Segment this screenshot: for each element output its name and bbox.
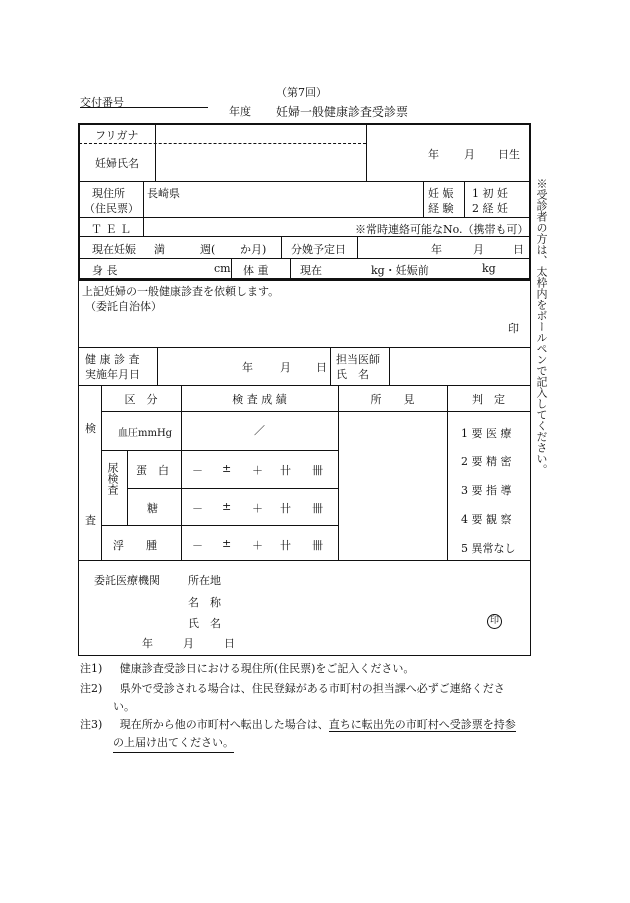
note-text: 健康診査受診日における現住所(住民票)をご記入ください。 [119, 662, 415, 675]
doctor-name-input[interactable] [392, 350, 527, 382]
scale-double-plus[interactable]: 卄 [280, 502, 291, 515]
pregnant-name-label: 妊婦氏名 [95, 157, 139, 170]
fiscal-year-label: 年度 [229, 105, 251, 118]
address-value[interactable]: 長崎県 [147, 187, 180, 200]
exam-side-label-bottom: 査 [85, 514, 96, 527]
tel-label: Ｔ Ｅ Ｌ [91, 223, 131, 236]
judgement-option[interactable]: 2 要 精 密 [461, 455, 512, 468]
note-number: 注2) [80, 682, 103, 695]
col-findings: 所 見 [370, 393, 415, 406]
exam-month: 月 [280, 361, 291, 374]
weeks-full-label: 満 [154, 243, 165, 256]
pregnant-name-input[interactable] [158, 146, 363, 178]
protein-label: 蛋 白 [136, 464, 169, 477]
note-1 [80, 660, 414, 678]
weight-now-label: 現在 [300, 264, 322, 277]
note-3 [80, 716, 516, 734]
col-judgement: 判 定 [472, 393, 505, 406]
height-unit: cm [214, 262, 231, 275]
scale-minus[interactable]: － [192, 539, 203, 552]
institution-label: 委託医療機関 [94, 574, 160, 587]
institution-person-label: 氏 名 [188, 617, 221, 630]
height-label: 身 長 [92, 264, 118, 277]
note-number: 注1) [80, 662, 103, 675]
exam-date-label: 健 康 診 査 [85, 353, 140, 366]
scale-plus[interactable]: ＋ [252, 502, 263, 515]
doctor-label: 担当医師 [336, 353, 380, 366]
address-label: 現住所 [92, 187, 125, 200]
judgement-option[interactable]: 5 異常なし [461, 542, 516, 555]
furigana-input[interactable] [158, 126, 363, 142]
issue-number-label: 交付番号 [80, 96, 124, 109]
blood-pressure-slash[interactable]: ／ [254, 424, 265, 437]
note-number: 注3) [80, 718, 103, 731]
institution-seal [487, 613, 502, 629]
weight-now-unit: kg・妊娠前 [371, 264, 429, 277]
institution-name-label: 名 称 [188, 596, 221, 609]
pregnancy-experience-label-sub: 経 験 [428, 202, 454, 215]
institution-month: 月 [183, 637, 194, 650]
due-month: 月 [473, 243, 484, 256]
note-3-continued: の上届け出てください。 [113, 734, 234, 753]
seal-mark: 印 [487, 614, 502, 629]
col-category: 区 分 [124, 393, 158, 406]
tel-note: ※常時連絡可能なNo.（携帯も可） [355, 223, 529, 236]
scale-triple-plus[interactable]: 卌 [312, 539, 323, 552]
col-results: 検 査 成 績 [232, 393, 287, 406]
note-text: 県外で受診される場合は、住民登録がある市町村の担当課へ必ずご連絡くださ [119, 682, 505, 695]
weeks-unit: 週( [200, 243, 216, 256]
form-title: 妊婦一般健康診査受診票 [276, 105, 409, 119]
scale-double-plus[interactable]: 卄 [280, 539, 291, 552]
scale-minus[interactable]: － [192, 464, 203, 477]
scale-double-plus[interactable]: 卄 [280, 464, 291, 477]
weight-label: 体 重 [243, 264, 269, 277]
due-day: 日 [513, 243, 524, 256]
scale-plus[interactable]: ＋ [252, 539, 263, 552]
scale-plus[interactable]: ＋ [252, 464, 263, 477]
blood-pressure-label: 血圧mmHg [118, 428, 173, 439]
current-pregnancy-label: 現在妊娠 [92, 243, 136, 256]
note-2 [80, 680, 505, 698]
scale-plusminus[interactable]: ± [222, 462, 232, 475]
scale-triple-plus[interactable]: 卌 [312, 502, 323, 515]
request-text: 上記妊婦の一般健康診査を依頼します。 [82, 285, 280, 298]
tel-input[interactable] [147, 219, 347, 234]
session-label: （第7回） [276, 86, 327, 99]
institution-location-label: 所在地 [188, 574, 221, 587]
scale-minus[interactable]: － [192, 502, 203, 515]
due-year: 年 [431, 243, 442, 256]
furigana-label: フリガナ [95, 129, 139, 142]
sugar-label: 糖 [147, 502, 158, 515]
judgement-option[interactable]: 4 要 観 察 [461, 513, 512, 526]
judgement-option[interactable]: 1 要 医 療 [461, 427, 512, 440]
birth-month: 月 [464, 148, 475, 161]
findings-input[interactable] [341, 414, 444, 557]
institution-day: 日 [224, 637, 235, 650]
address-label-sub: （住民票） [84, 202, 139, 215]
scale-plusminus[interactable]: ± [222, 537, 232, 550]
scale-triple-plus[interactable]: 卌 [312, 464, 323, 477]
edema-label: 浮 腫 [113, 539, 157, 552]
note-2-continued: い。 [113, 700, 135, 713]
request-seal: 印 [508, 322, 519, 335]
judgement-option[interactable]: 3 要 指 導 [461, 484, 512, 497]
exam-day: 日 [316, 361, 327, 374]
note-text: 現在所から他の市町村へ転出した場合は、 [119, 718, 329, 731]
months-unit: か月) [240, 243, 267, 256]
exam-date-label-sub: 実施年月日 [85, 368, 140, 381]
option-previous-pregnancy[interactable]: 2 経 妊 [472, 202, 508, 215]
due-date-label: 分娩予定日 [291, 243, 346, 256]
weight-before-unit: kg [482, 262, 496, 275]
scale-plusminus[interactable]: ± [222, 500, 232, 513]
pregnancy-experience-label: 妊 娠 [428, 187, 454, 200]
municipality-label: （委託自治体） [85, 300, 162, 313]
institution-year: 年 [142, 637, 153, 650]
note-text-underlined: 直ちに転出先の市町村へ受診票を持参 [328, 718, 516, 731]
birth-year: 年 [428, 148, 439, 161]
exam-year: 年 [242, 361, 253, 374]
issue-number-field[interactable] [80, 94, 208, 108]
side-instruction: ※受診者の方は、太枠内をボールペンで記入してください。 [535, 178, 548, 475]
exam-side-label-top: 検 [85, 422, 96, 435]
birth-day: 日生 [498, 148, 520, 161]
urine-test-label: 尿検査 [106, 462, 119, 495]
option-first-pregnancy[interactable]: 1 初 妊 [472, 187, 508, 200]
doctor-label-sub: 氏 名 [336, 368, 369, 381]
